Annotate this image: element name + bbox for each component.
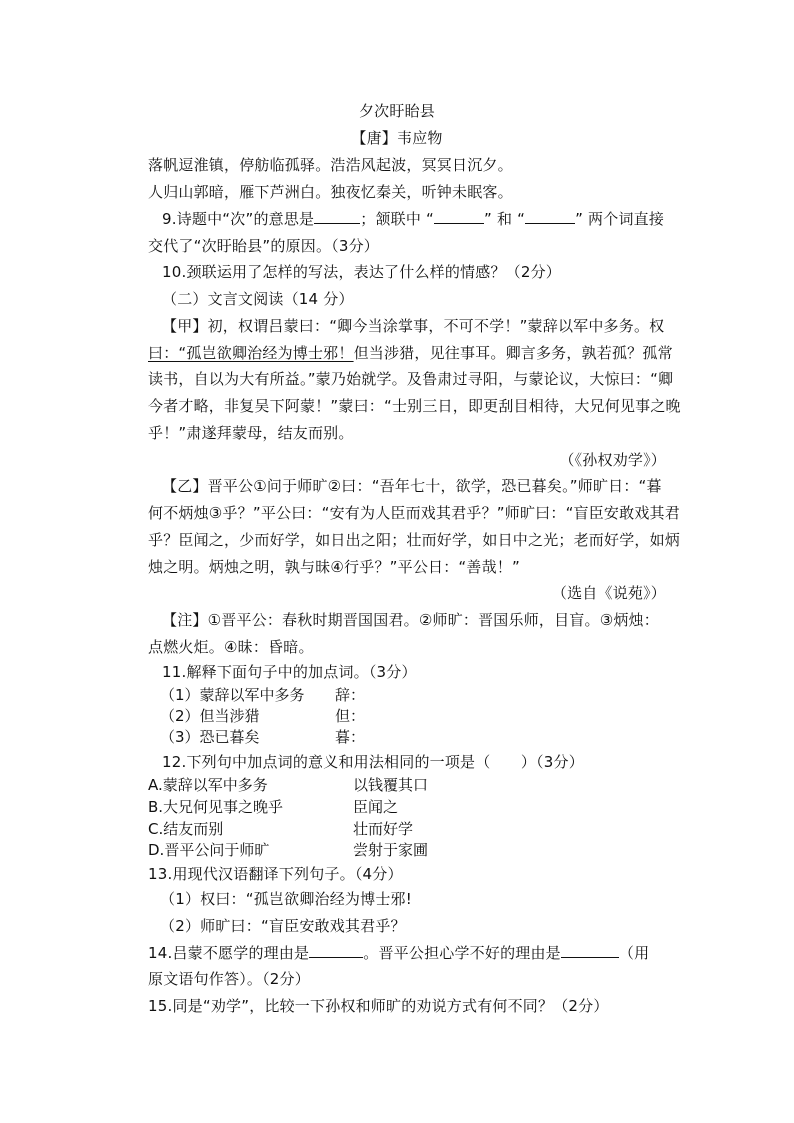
option-row: A.蒙辞以军中多务 以钱覆其口 xyxy=(148,776,429,794)
passage-jia: 读书，自以为大有所益。”蒙乃始就学。及鲁肃过寻阳，与蒙论议，大惊曰：“卿 xyxy=(148,370,674,388)
question-11: 11.解释下面句子中的加点词。（3分） xyxy=(162,663,417,681)
annotation: 【注】①晋平公：春秋时期晋国国君。②师旷：晋国乐师，目盲。③炳烛： xyxy=(162,611,659,629)
option-row: C.结友而别 壮而好学 xyxy=(148,820,414,838)
list-item: （1）蒙辞以军中多务 辞： xyxy=(160,686,366,704)
answer-blank[interactable] xyxy=(525,209,575,224)
option-row: D.晋平公问于师旷 尝射于家圃 xyxy=(148,841,429,859)
question-13: 13.用现代汉语翻译下列句子。（4分） xyxy=(148,865,403,883)
question-14: 14.吕蒙不愿学的理由是 。晋平公担心学不好的理由是 （用 xyxy=(148,944,650,962)
passage-jia: 乎！”肃遂拜蒙母，结友而别。 xyxy=(148,424,354,442)
annotation: 点燃火炬。④昧：昏暗。 xyxy=(148,638,314,656)
answer-blank[interactable] xyxy=(309,943,363,958)
poem-title: 夕次盱眙县 xyxy=(358,102,435,120)
passage-jia: 曰：“孤岂欲卿治经为博士邪！但当涉猎，见往事耳。卿言多务，孰若孤？孤常 xyxy=(148,344,673,362)
list-item: （3）恐已暮矣 暮： xyxy=(160,728,366,746)
answer-blank[interactable] xyxy=(434,209,484,224)
option-row: B.大兄何见事之晚乎 臣闻之 xyxy=(148,798,399,816)
passage-yi: 何不炳烛③乎？”平公曰：“安有为人臣而戏其君乎？”师旷曰：“盲臣安敢戏其君 xyxy=(148,504,680,522)
passage-source: （选自《说苑》） xyxy=(551,584,666,602)
poem-author: 【唐】韦应物 xyxy=(351,129,443,147)
list-item: （2）但当涉猎 但： xyxy=(160,707,366,725)
passage-source: （《孙权劝学》） xyxy=(559,451,666,469)
passage-yi: 【乙】晋平公①问于师旷②曰：“吾年七十，欲学，恐已暮矣。”师旷日：“暮 xyxy=(162,477,662,495)
poem-line: 人归山郭暗，雁下芦洲白。独夜忆秦关，听钟未眠客。 xyxy=(148,183,513,201)
translation-item: （1）权曰：“孤岂欲卿治经为博士邪! xyxy=(160,890,412,908)
question-9: 9.诗题中“次”的意思是 ；颔联中 “ ” 和 “ ” 两个词直接 xyxy=(162,210,665,228)
translation-item: （2）师旷曰：“盲臣安敢戏其君乎？ xyxy=(160,917,406,935)
passage-jia: 【甲】初，权谓吕蒙曰：“卿今当涂掌事，不可不学！”蒙辞以军中多务。权 xyxy=(162,317,665,335)
question-9-cont: 交代了“次盱眙县”的原因。（3分） xyxy=(148,237,379,255)
poem-line: 落帆逗淮镇，停舫临孤驿。浩浩风起波，冥冥日沉夕。 xyxy=(148,156,513,174)
answer-blank[interactable] xyxy=(314,209,360,224)
question-15: 15.同是“劝学”，比较一下孙权和师旷的劝说方式有何不同？（2分） xyxy=(148,997,609,1015)
passage-jia: 今者才略，非复吴下阿蒙！”蒙曰：“士别三日，即更刮目相待，大兄何见事之晚 xyxy=(148,397,681,415)
question-10: 10.颈联运用了怎样的写法，表达了什么样的情感？（2分） xyxy=(162,263,562,281)
passage-yi: 烛之明。炳烛之明，孰与昧④行乎？”平公日：“善哉！” xyxy=(148,558,520,576)
question-14-cont: 原文语句作答）。（2分） xyxy=(148,970,310,988)
passage-yi: 乎？臣闻之，少而好学，如日出之阳；壮而好学，如日中之光；老而好学，如炳 xyxy=(148,531,681,549)
question-12: 12.下列句中加点词的意义和用法相同的一项是（ ）（3分） xyxy=(162,753,584,771)
underlined-sentence: 曰：“孤岂欲卿治经为博士邪！ xyxy=(148,344,354,362)
section-heading: （二）文言文阅读（14 分） xyxy=(162,290,354,308)
answer-blank[interactable] xyxy=(561,943,619,958)
